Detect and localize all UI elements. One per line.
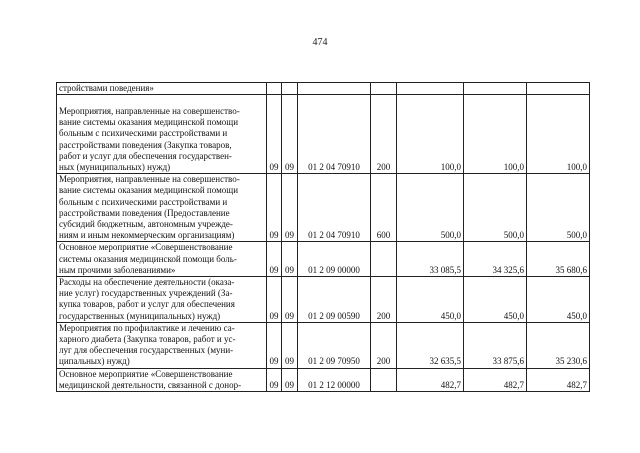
year2-amount-cell — [464, 83, 527, 95]
year3-amount-cell — [527, 83, 590, 95]
description-line: Основное мероприятие «Совершенствование — [59, 368, 233, 379]
year2-amount-cell: 500,0 — [464, 174, 527, 242]
year1-amount-cell: 32 635,5 — [397, 322, 464, 368]
subsection-code-cell: 09 — [282, 322, 298, 368]
description-line: расстройствами поведения (Предоставление — [59, 207, 230, 218]
description-line: ниям и иным некоммерческим организациям) — [59, 230, 235, 241]
target-article-cell: 01 2 09 70950 — [298, 322, 371, 368]
expense-type-cell: 600 — [371, 174, 397, 242]
description-line: расстройствами поведения (Закупка товаров, — [59, 139, 232, 150]
description-line: ципальных) нужд) — [59, 356, 130, 367]
year1-amount-cell: 33 085,5 — [397, 242, 464, 277]
year2-amount-cell: 34 325,6 — [464, 242, 527, 277]
subsection-code-cell: 09 — [282, 242, 298, 277]
year1-amount-cell — [397, 83, 464, 95]
year2-amount-cell: 100,0 — [464, 95, 527, 174]
description-line: вание системы оказания медицинской помощи — [59, 117, 239, 128]
description-line: государственных (муниципальных) нужд) — [59, 310, 221, 321]
description-line: Основное мероприятие «Совершенствование — [59, 242, 233, 253]
section-code-cell: 09 — [267, 242, 282, 277]
expense-type-cell — [371, 83, 397, 95]
section-code-cell: 09 — [267, 174, 282, 242]
description-line: ных (муниципальных) нужд) — [59, 162, 171, 172]
description-line: вание системы оказания медицинской помощи — [59, 185, 239, 196]
year1-amount-cell: 500,0 — [397, 174, 464, 242]
year3-amount-cell: 35 680,6 — [527, 242, 590, 277]
description-line: ние услуг) государственных учреждений (За- — [59, 288, 233, 299]
description-line: Расходы на обеспечение деятельности (оказа- — [59, 277, 235, 288]
target-article-cell: 01 2 09 00000 — [298, 242, 371, 277]
description-line: харного диабета (Закупка товаров, работ и ус- — [59, 334, 236, 345]
description-cell — [57, 95, 267, 174]
section-code-cell: 09 — [267, 277, 282, 323]
description-line: системы оказания медицинской помощи боль- — [59, 253, 237, 264]
target-article-cell — [298, 83, 371, 95]
year2-amount-cell: 33 875,6 — [464, 322, 527, 368]
description-line: субсидий бюджетным, автономным учрежде- — [59, 219, 233, 230]
table-row — [57, 277, 590, 323]
description-line: больным с психическими расстройствами и — [59, 128, 228, 139]
year3-amount-cell: 450,0 — [527, 277, 590, 323]
expense-type-cell: 200 — [371, 95, 397, 174]
table-row — [57, 83, 590, 95]
target-article-cell: 01 2 12 00000 — [298, 368, 371, 391]
description-line: больным с психическими расстройствами и — [59, 196, 228, 207]
description-cell — [57, 277, 267, 323]
description-cell — [57, 368, 267, 391]
description-line: купка товаров, работ и услуг для обеспечения — [59, 299, 235, 310]
subsection-code-cell: 09 — [282, 277, 298, 323]
description-cell — [57, 242, 267, 277]
expense-type-cell: 200 — [371, 322, 397, 368]
expense-type-cell — [371, 368, 397, 391]
description-line: Мероприятия по профилактике и лечению са- — [59, 322, 235, 333]
subsection-code-cell — [282, 83, 298, 95]
description-cell — [57, 174, 267, 242]
page-number: 474 — [312, 37, 328, 48]
budget-table — [56, 82, 590, 392]
target-article-cell: 01 2 04 70910 — [298, 95, 371, 174]
year3-amount-cell: 500,0 — [527, 174, 590, 242]
section-code-cell — [267, 83, 282, 95]
description-line: ным прочими заболеваниями» — [59, 264, 176, 275]
table-row — [57, 242, 590, 277]
section-code-cell: 09 — [267, 368, 282, 391]
description-line: луг для обеспечения государственных (муни- — [59, 345, 234, 356]
year2-amount-cell: 482,7 — [464, 368, 527, 391]
table-row — [57, 95, 590, 174]
year1-amount-cell: 100,0 — [397, 95, 464, 174]
target-article-cell: 01 2 04 70910 — [298, 174, 371, 242]
table-row — [57, 174, 590, 242]
year1-amount-cell: 450,0 — [397, 277, 464, 323]
table-row — [57, 322, 590, 368]
year2-amount-cell: 450,0 — [464, 277, 527, 323]
year1-amount-cell: 482,7 — [397, 368, 464, 391]
expense-type-cell: 200 — [371, 277, 397, 323]
expense-type-cell — [371, 242, 397, 277]
description-line: Мероприятия, направленные на совершенство- — [59, 105, 240, 116]
year3-amount-cell: 100,0 — [527, 95, 590, 174]
table-row — [57, 368, 590, 391]
subsection-code-cell: 09 — [282, 368, 298, 391]
year3-amount-cell: 482,7 — [527, 368, 590, 391]
subsection-code-cell: 09 — [282, 174, 298, 242]
section-code-cell: 09 — [267, 95, 282, 174]
year3-amount-cell: 35 230,6 — [527, 322, 590, 368]
description-line: Мероприятия, направленные на совершенство- — [59, 174, 240, 185]
description-cell — [57, 83, 267, 95]
description-line: стройствами поведения» — [59, 83, 154, 93]
subsection-code-cell: 09 — [282, 95, 298, 174]
target-article-cell: 01 2 09 00590 — [298, 277, 371, 323]
description-line: медицинской деятельности, связанной с донор- — [59, 379, 242, 390]
section-code-cell: 09 — [267, 322, 282, 368]
description-cell — [57, 322, 267, 368]
description-line: работ и услуг для обеспечения государствен- — [59, 150, 232, 161]
